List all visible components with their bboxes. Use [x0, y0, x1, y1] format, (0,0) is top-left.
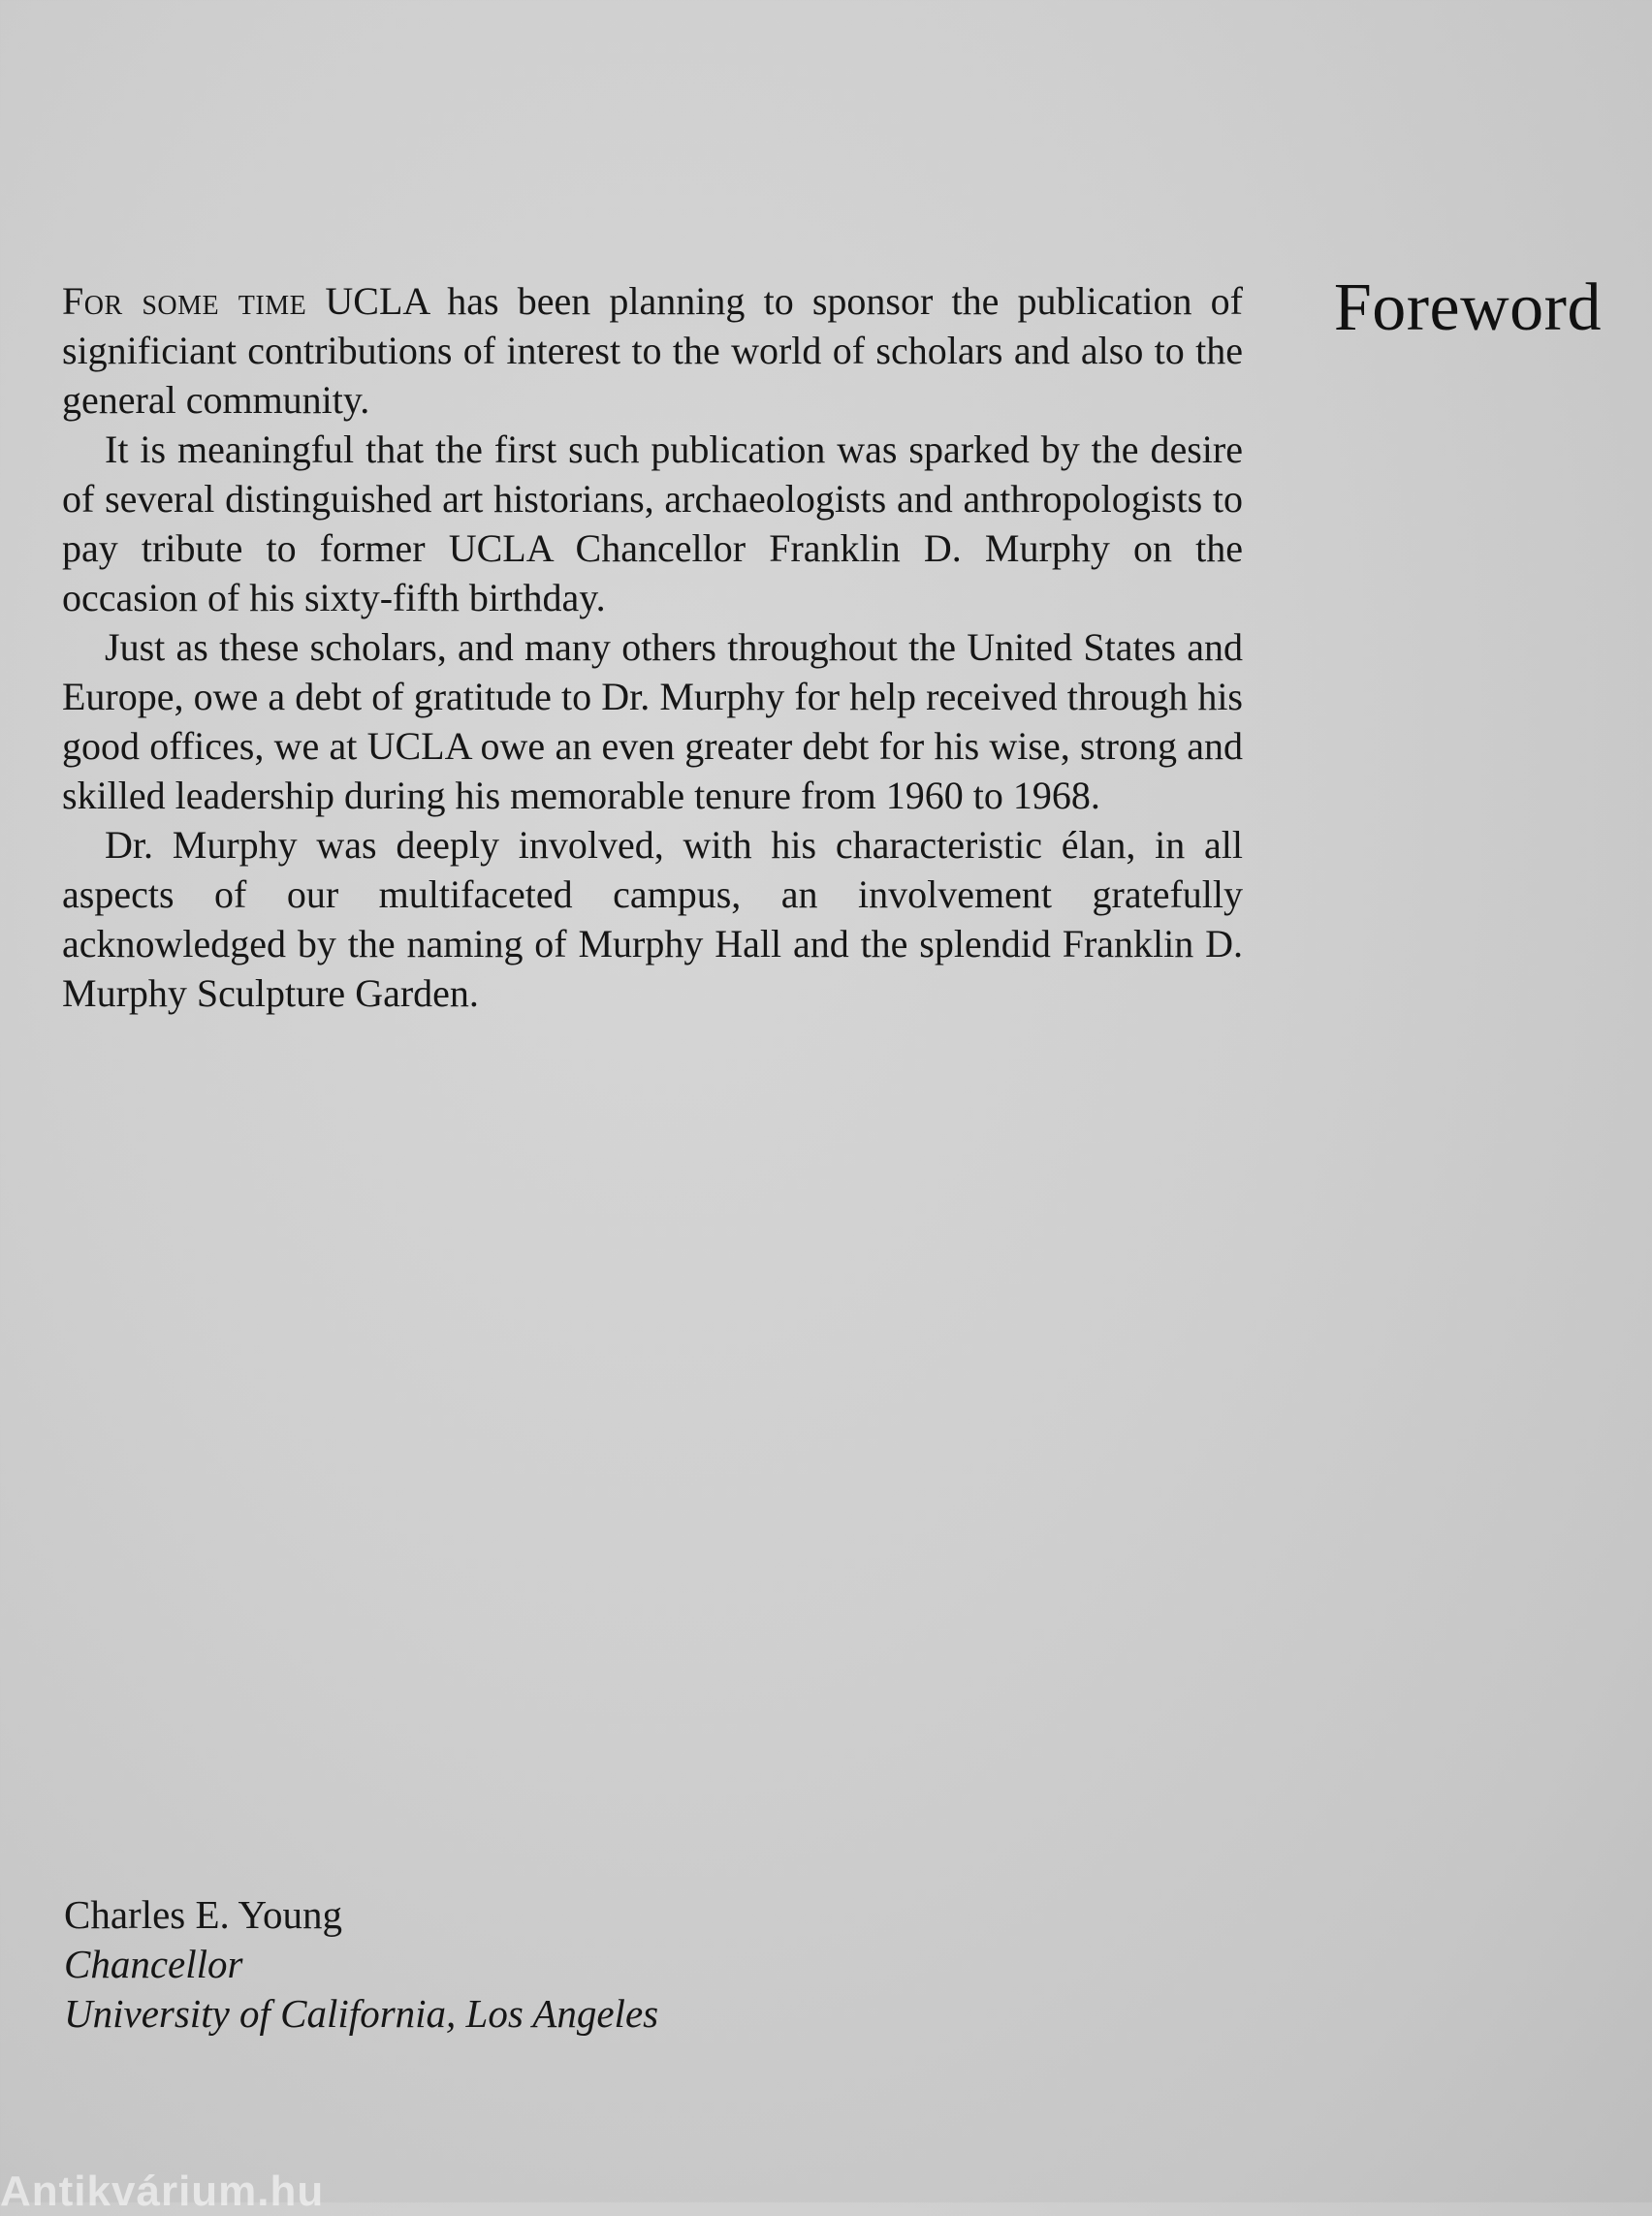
foreword-body: [62, 276, 1243, 1018]
paragraph-2: It is meaningful that the first such publication was sparked by the desire of several distinguished art historians, archaeologists and anthropologists to pay tribute to former UCLA Chancellor Franklin D. Murphy on the occasion of his sixty-fifth birthday.: [62, 427, 1243, 619]
paragraph-1-text: UCLA has been planning to sponsor the publication of significiant contributions of interest to the world of scholars and also to the general community.: [62, 279, 1243, 422]
watermark: Antikvárium.hu: [0, 2168, 325, 2215]
paragraph-4: Dr. Murphy was deeply involved, with his characteristic élan, in all aspects of our multifaceted campus, an involvement gratefully acknowledged by the naming of Murphy Hall and the splendid Franklin D. Murphy Sculpture Garden.: [62, 823, 1243, 1015]
paragraph-3: Just as these scholars, and many others throughout the United States and Europe, owe a debt of gratitude to Dr. Murphy for help received through his good offices, we at UCLA owe an even greater debt for his wise, strong and skilled leadership during his memorable tenure from 1960 to 1968.: [62, 625, 1243, 817]
paragraph-1-lead: For some time: [62, 279, 307, 323]
page-title: Foreword: [1333, 270, 1602, 345]
paragraph-1: [62, 276, 1243, 425]
signatory-name: Charles E. Young: [64, 1892, 343, 1937]
signatory-institution: University of California, Los Angeles: [64, 1991, 659, 2036]
signature-block: [64, 1890, 658, 2039]
signatory-title: Chancellor: [64, 1942, 243, 1986]
